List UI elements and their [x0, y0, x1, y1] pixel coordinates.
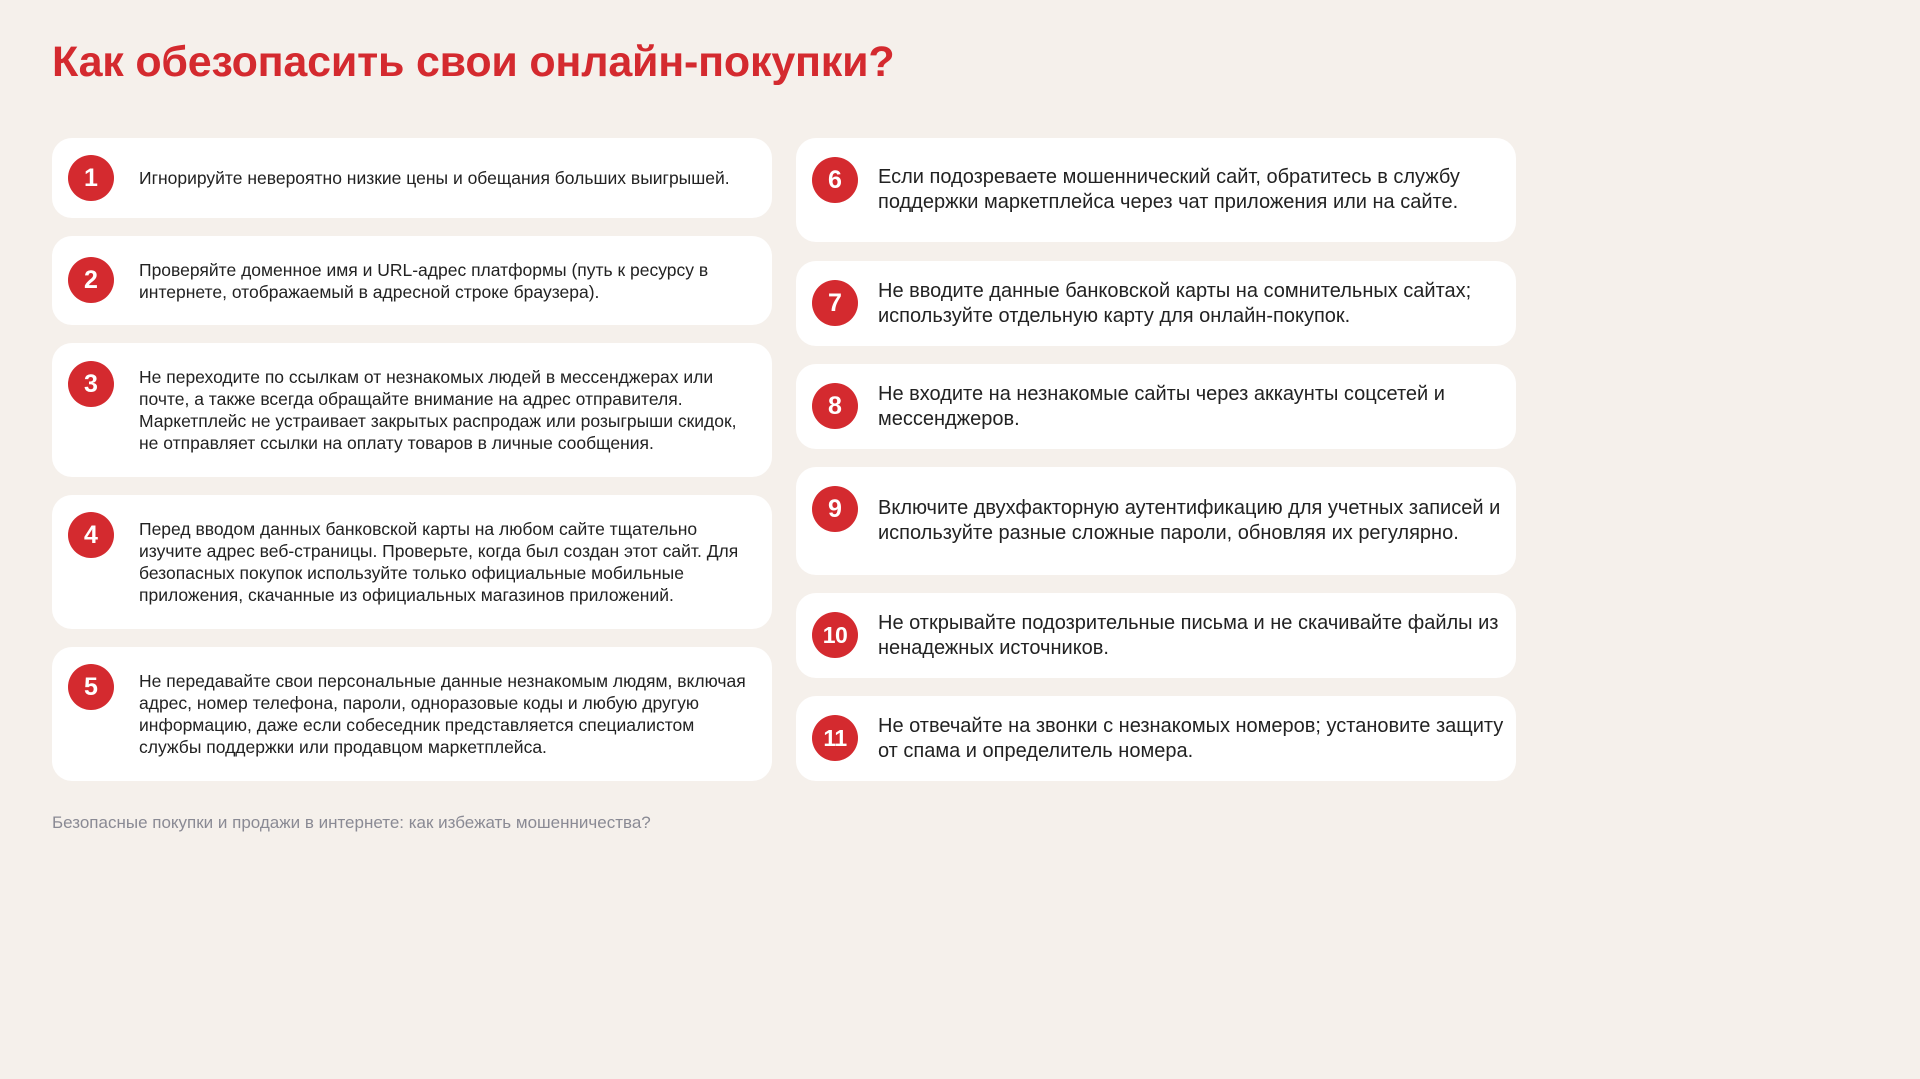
tip-text-wrap: [878, 696, 1504, 781]
tip-text: Если подозреваете мошеннический сайт, обратитесь в службу поддержки маркетплейса через чат приложения или на сайте.: [878, 166, 1460, 213]
tip-card-4: [52, 495, 772, 629]
tip-text-wrap: [878, 261, 1504, 346]
tip-number-badge: 5: [68, 664, 114, 710]
tip-number-badge: 11: [812, 715, 858, 761]
tip-card-8: [796, 364, 1516, 449]
tip-card-1: [52, 138, 772, 218]
tip-number-badge: 7: [812, 280, 858, 326]
tip-number-badge: 3: [68, 361, 114, 407]
tip-text-wrap: [139, 343, 754, 477]
tip-number-badge: 6: [812, 157, 858, 203]
tip-number-badge: 8: [812, 383, 858, 429]
tip-text: Не открывайте подозрительные письма и не скачивайте файлы из ненадежных источников.: [878, 611, 1499, 659]
tip-text: Не переходите по ссылкам от незнакомых людей в мессенджерах или почте, а также всегда обращайте внимание на адрес отправителя. Маркетплейс не устраивает закрытых распродаж или розыгрыши скидок, не отправляет ссылки на оплату товаров в личные сообщения.: [139, 367, 737, 453]
tip-text: Проверяйте доменное имя и URL-адрес платформы (путь к ресурсу в интернете, отображаемый в адресной строке браузера).: [139, 259, 709, 302]
tip-text-wrap: [878, 467, 1504, 575]
tip-card-2: [52, 236, 772, 325]
tip-text: Не отвечайте на звонки с незнакомых номеров; установите защиту от спама и определитель номера.: [878, 714, 1504, 762]
tip-text-wrap: [139, 236, 754, 325]
tip-card-6: [796, 138, 1516, 242]
tip-card-7: [796, 261, 1516, 346]
tip-number-badge: 10: [812, 612, 858, 658]
tip-text: Игнорируйте невероятно низкие цены и обещания больших выигрышей.: [139, 168, 730, 188]
tip-card-10: [796, 593, 1516, 678]
tip-text-wrap: [139, 647, 754, 781]
tip-card-5: [52, 647, 772, 781]
tip-number-badge: 4: [68, 512, 114, 558]
tip-text: Не передавайте свои персональные данные незнакомым людям, включая адрес, номер телефона, пароли, одноразовые коды и любую другую информацию, даже если собеседник представляется специалистом службы поддержки или продавцом маркетплейса.: [139, 671, 746, 757]
footer-caption: Безопасные покупки и продажи в интернете: как избежать мошенничества?: [52, 813, 651, 832]
tip-text-wrap: [878, 138, 1504, 242]
tip-number-badge: 2: [68, 257, 114, 303]
tip-number-badge: 1: [68, 155, 114, 201]
tip-text: Включите двухфакторную аутентификацию для учетных записей и используйте разные сложные пароли, обновляя их регулярно.: [878, 497, 1501, 544]
tip-card-3: [52, 343, 772, 477]
tip-text-wrap: [139, 495, 754, 629]
page-title: Как обезопасить свои онлайн-покупки?: [52, 38, 895, 86]
tip-text-wrap: [878, 364, 1504, 449]
tip-text-wrap: [878, 593, 1504, 678]
tip-card-11: [796, 696, 1516, 781]
tip-text: Не вводите данные банковской карты на сомнительных сайтах; используйте отдельную карту для онлайн-покупок.: [878, 279, 1472, 327]
tip-text: Не входите на незнакомые сайты через аккаунты соцсетей и мессенджеров.: [878, 382, 1445, 430]
tip-text: Перед вводом данных банковской карты на любом сайте тщательно изучите адрес веб-страницы. Проверьте, когда был создан этот сайт. Для безопасных покупок используйте только официальные мобильные приложения, скачанные из официальных магазинов приложений.: [139, 519, 739, 605]
tip-text-wrap: [139, 138, 754, 218]
tip-card-9: [796, 467, 1516, 575]
tip-number-badge: 9: [812, 486, 858, 532]
